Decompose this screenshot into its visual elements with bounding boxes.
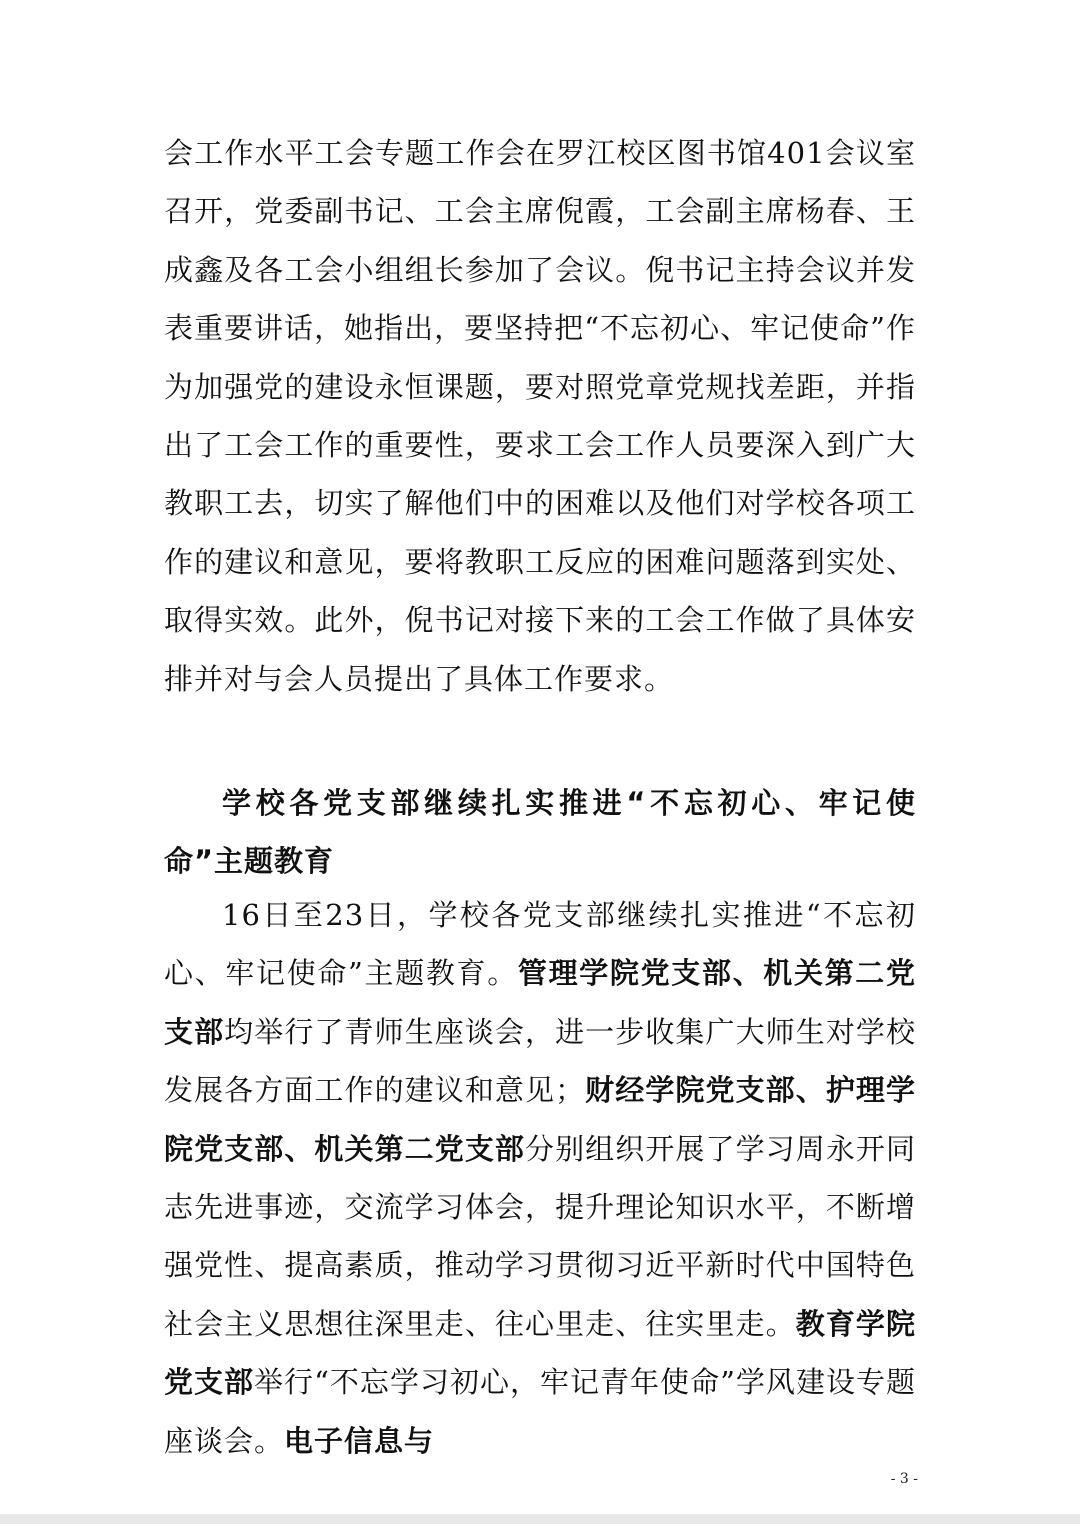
paragraph-text-segment: 16日至23日，学校各党支部继续扎实推进“不忘初心、牢记使命”主题教育。 bbox=[164, 898, 916, 991]
bold-branch-names: 教育学院党支部 bbox=[164, 1306, 916, 1400]
bold-branch-names: 电子信息与 bbox=[284, 1423, 435, 1458]
body-paragraph-union-meeting: 会工作水平工会专题工作会在罗江校区图书馆401会议室召开，党委副书记、工会主席倪霞，工会副主席杨春、王成鑫及各工会小组组长参加了会议。倪书记主持会议并发表重要讲话，她指出，要坚持把“不忘初心、牢记使命”作为加强党的建设永恒课题，要对照党章党规找差距，并指出了工会工作的重要性，要求工会工作人员要深入到广大教职工去，切实了解他们中的困难以及他们对学校各项工作的建议和意见，要将教职工反应的困难问题落到实处、取得实效。此外，倪书记对接下来的工会工作做了具体安排并对与会人员提出了具体工作要求。 bbox=[164, 136, 916, 696]
bold-branch-names: 管理学院党支部、机关第二党支部 bbox=[164, 956, 916, 1049]
bold-branch-names: 财经学院党支部、护理学院党支部、机关第二党支部 bbox=[164, 1073, 916, 1166]
page-number: - 3 - bbox=[890, 1471, 918, 1487]
paragraph-text-segment: 分别组织开展了学习周永开同志先进事迹，交流学习体会，提升理论知识水平，不断增强党性、提高素质，推动学习贯彻习近平新时代中国特色社会主义思想往深里走、往心里走、往实里走。 bbox=[164, 1131, 916, 1341]
paragraph-text-segment: 均举行了青师生座谈会，进一步收集广大师生对学校发展各方面工作的建议和意见； bbox=[164, 1014, 916, 1108]
page-bottom-edge bbox=[0, 1514, 1080, 1524]
body-paragraph-party-branches bbox=[164, 886, 916, 1470]
paragraph-text-segment: 举行“不忘学习初心，牢记青年使命”学风建设专题座谈会。 bbox=[164, 1365, 916, 1458]
section-heading: 学校各党支部继续扎实推进“不忘初心、牢记使命”主题教育 bbox=[164, 786, 916, 878]
